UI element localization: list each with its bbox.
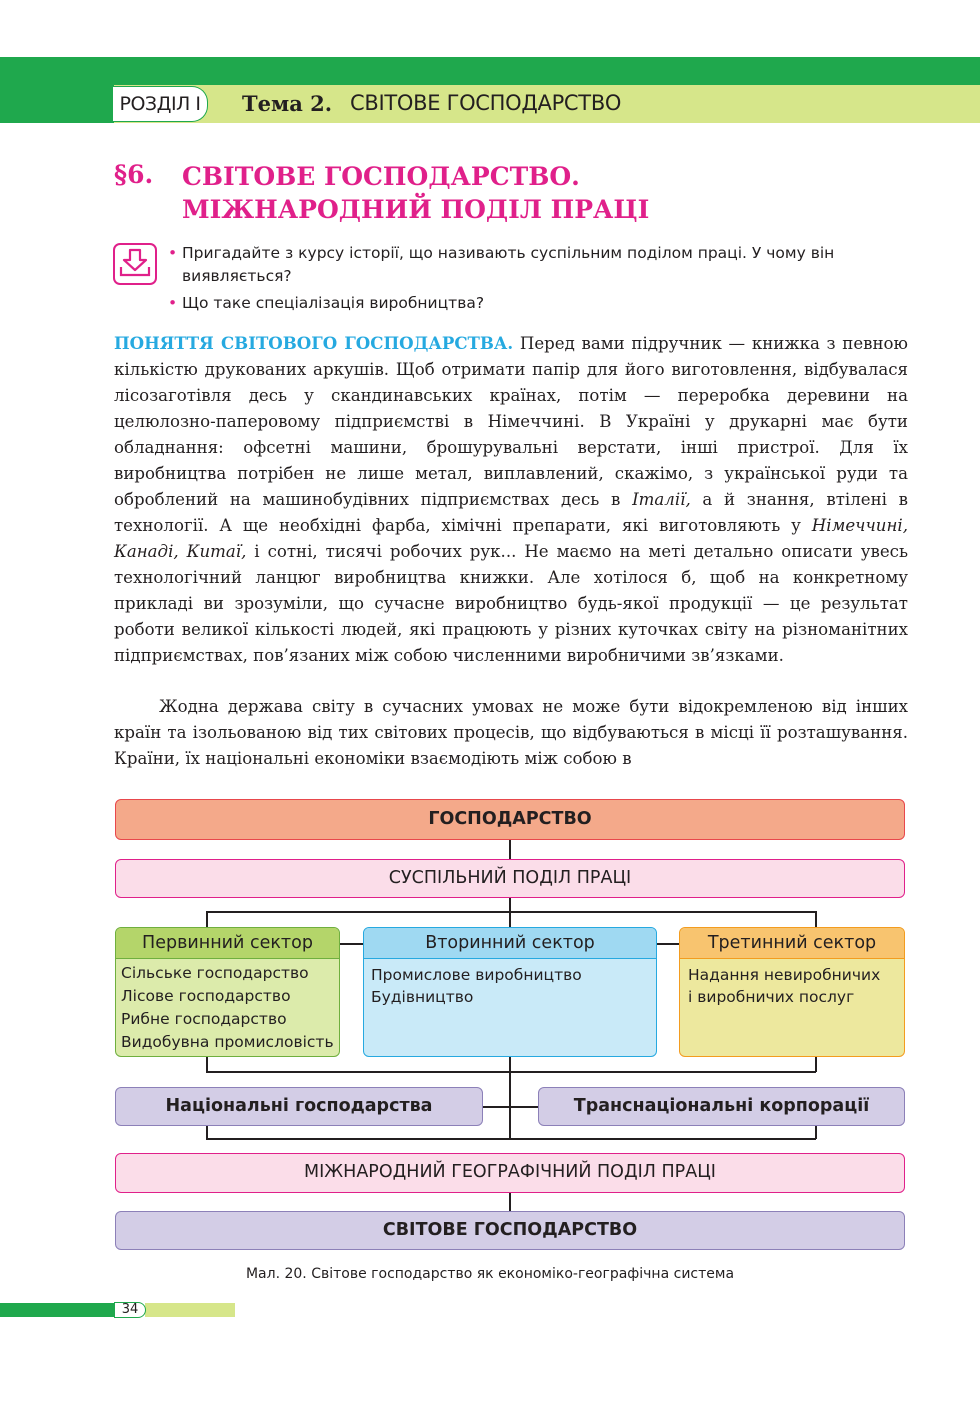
- primary-sector-item: Лісове господарство: [121, 987, 291, 1005]
- box-world-economy: СВІТОВЕ ГОСПОДАРСТВО: [115, 1211, 905, 1250]
- secondary-sector-item: Промислове виробництво: [371, 966, 582, 984]
- primary-sector-item: Видобувна промисловість: [121, 1033, 334, 1051]
- box-tertiary-sector: [679, 927, 905, 1057]
- box-primary-sector: [115, 927, 340, 1057]
- footer-band-light: [145, 1303, 235, 1317]
- section-label: РОЗДІЛ I: [113, 86, 208, 122]
- box-international-division: МІЖНАРОДНИЙ ГЕОГРАФІЧНИЙ ПОДІЛ ПРАЦІ: [115, 1153, 905, 1193]
- figure-caption: Мал. 20. Світове господарство як економіко-географічна система: [245, 1266, 735, 1282]
- primary-sector-item: Сільське господарство: [121, 964, 309, 982]
- topic-label: Тема 2.: [242, 91, 333, 116]
- paragraph-title-line1: СВІТОВЕ ГОСПОДАРСТВО.: [182, 162, 580, 191]
- secondary-sector-item: Будівництво: [371, 988, 474, 1006]
- paragraph-number: §6.: [114, 160, 154, 189]
- recall-item: • Що таке спеціалізація виробництва?: [168, 294, 485, 312]
- box-tnc: Транснаціональні корпорації: [538, 1087, 905, 1126]
- topic-title: СВІТОВЕ ГОСПОДАРСТВО: [350, 91, 622, 115]
- secondary-sector-title: Вторинний сектор: [364, 928, 656, 959]
- box-national-economies: Національні господарства: [115, 1087, 483, 1126]
- page-number: 34: [114, 1302, 146, 1318]
- tertiary-sector-item: і виробничих послуг: [688, 988, 855, 1006]
- body-paragraph-1: ПОНЯТТЯ СВІТОВОГО ГОСПОДАРСТВА. Перед вами підручник — книжка з певною кількістю друкованих аркушів. Щоб отримати папір для його виготовлення, відбувалася лісозаготівля десь у скандинавських країнах, потім — переробка деревини на целюлозно-паперовому підприємстві в Німеччині. В Україні у друкарні має бути обладнання: офсетні машини, брошурувальні верстати, інші пристрої. Для їх виробництва потрібен не лише метал, виплавлений, скажімо, з української руди та оброблений на машинобудівних підприємствах десь в Італії, а й знання, втілені в технології. А ще необхідні фарба, хімічні препарати, які виготовляють у Німеччині, Канаді, Китаї, і сотні, тисячі робочих рук... Не маємо на меті детально описати увесь технологічний ланцюг виробництва книжки. Але хотілося б, щоб на конкретному прикладі ви зрозуміли, що сучасне виробництво будь-якої продукції — це результат роботи великої кількості людей, які працюють у різних куточках світу на різноманітних підприємствах, пов’язаних між собою численними виробничими зв’язками.: [114, 333, 909, 665]
- footer-band-green: [0, 1303, 120, 1317]
- subheading: ПОНЯТТЯ СВІТОВОГО ГОСПОДАРСТВА.: [114, 333, 514, 353]
- box-secondary-sector: [363, 927, 657, 1057]
- primary-sector-title: Первинний сектор: [116, 928, 339, 959]
- paragraph-title-line2: МІЖНАРОДНИЙ ПОДІЛ ПРАЦІ: [182, 195, 650, 224]
- tertiary-sector-item: Надання невиробничих: [688, 966, 881, 984]
- box-economy: ГОСПОДАРСТВО: [115, 799, 905, 840]
- tertiary-sector-title: Третинний сектор: [680, 928, 904, 959]
- body-paragraph-2: Жодна держава світу в сучасних умовах не може бути відокремленою від інших країн та ізольованою від тих світових процесів, що відбуваються в місці її розташування. Країни, їх національні економіки взаємодіють між собою в: [114, 697, 908, 768]
- recall-item: • Пригадайте з курсу історії, що називають суспільним поділом праці. У чому він виявляється?: [168, 244, 835, 285]
- box-social-division: СУСПІЛЬНИЙ ПОДІЛ ПРАЦІ: [115, 859, 905, 898]
- primary-sector-item: Рибне господарство: [121, 1010, 287, 1028]
